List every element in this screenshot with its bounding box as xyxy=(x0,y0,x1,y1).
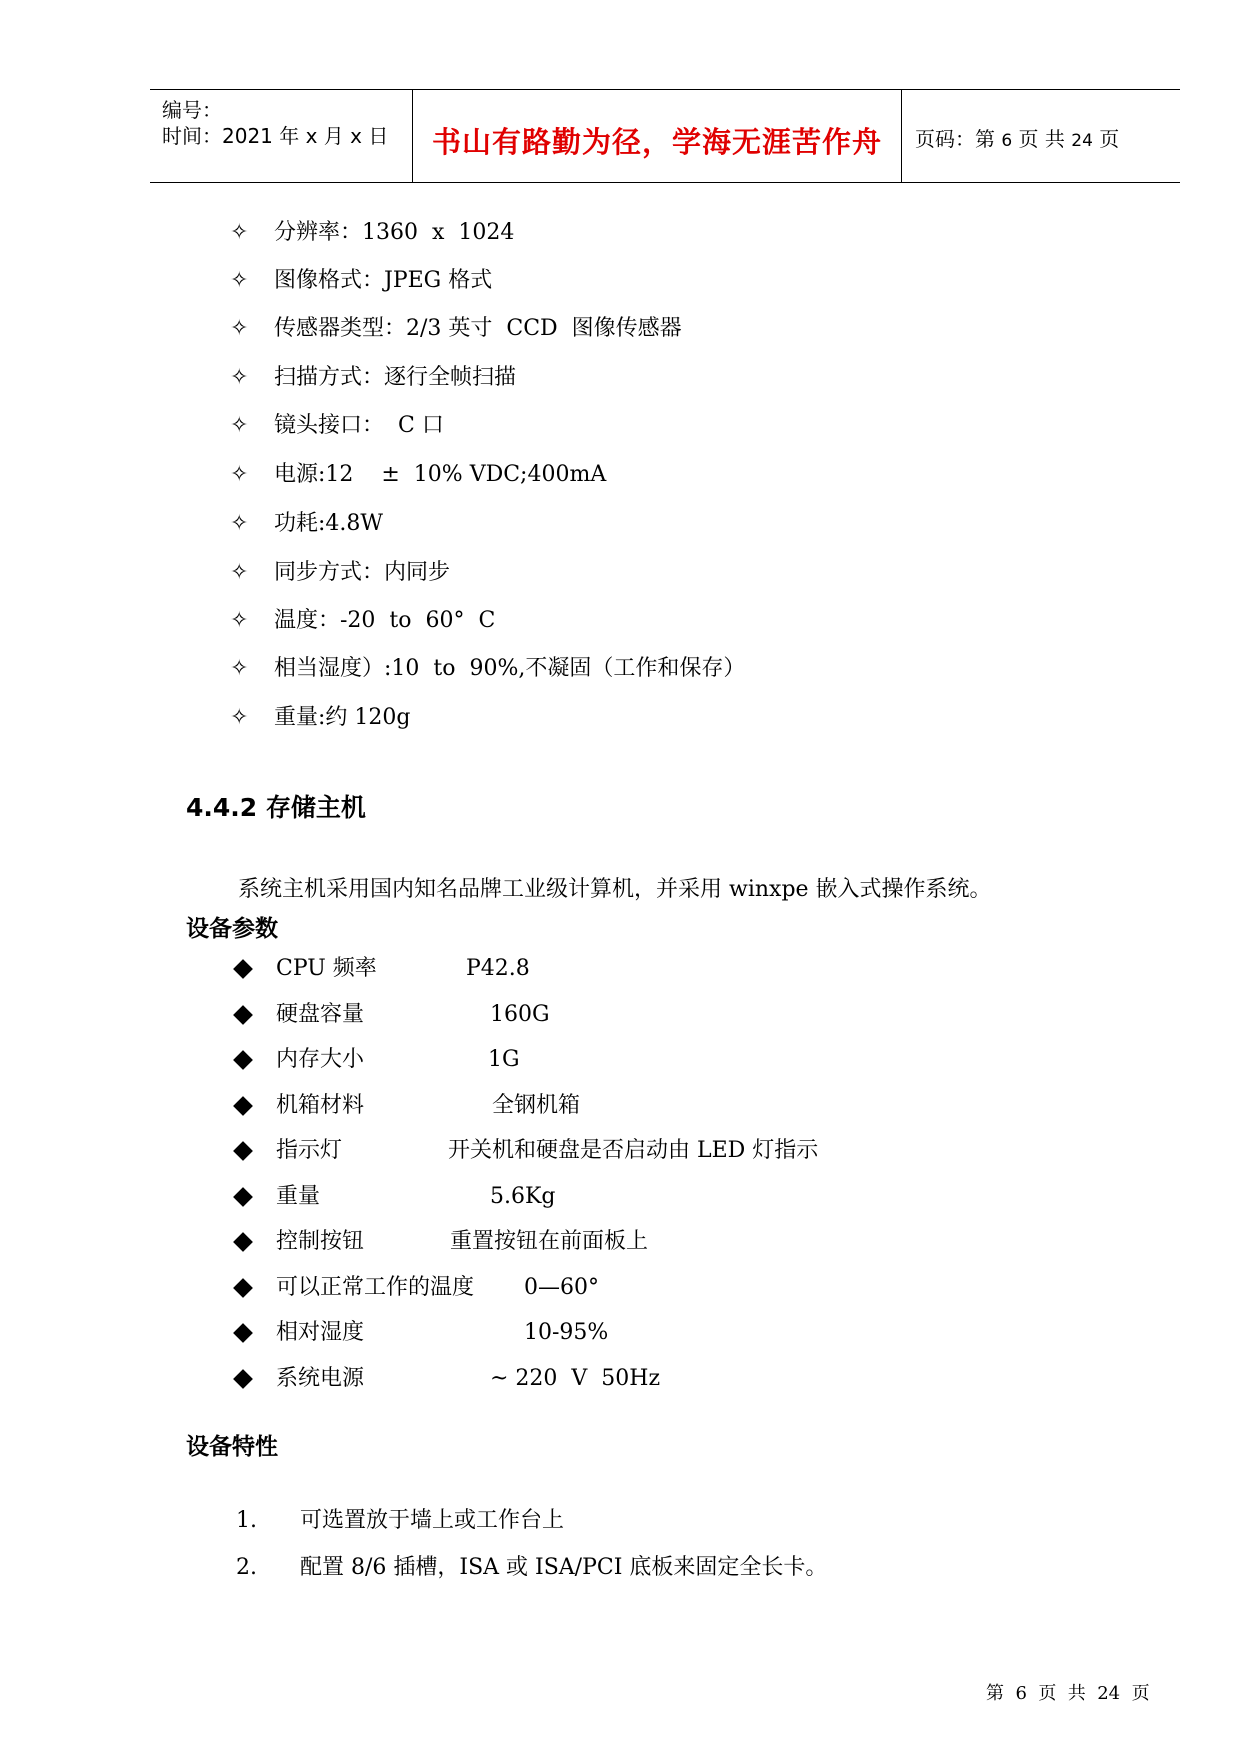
spec-item xyxy=(230,703,410,733)
param-row xyxy=(232,1045,932,1075)
sparkle-bullet-icon: ✧ xyxy=(230,511,249,536)
params-title: 设备参数 xyxy=(186,916,278,942)
page-label-middle: 页 共 xyxy=(1018,127,1065,151)
spec-text: 传感器类型：2/3 英寸 CCD 图像传感器 xyxy=(274,316,682,341)
sparkle-bullet-icon: ✧ xyxy=(230,560,249,585)
spec-text: 重量:约 120g xyxy=(274,705,411,730)
param-label: 控制按钮 xyxy=(276,1229,365,1254)
param-value: 0—60° xyxy=(524,1275,599,1300)
diamond-bullet-icon xyxy=(233,1278,253,1298)
sparkle-bullet-icon: ✧ xyxy=(230,316,249,341)
page-label-suffix: 页 xyxy=(1099,127,1120,151)
param-value: 160G xyxy=(490,1002,550,1027)
param-row xyxy=(232,1227,932,1257)
page-header xyxy=(150,89,1180,183)
sparkle-bullet-icon: ✧ xyxy=(230,220,249,245)
spec-text: 温度：-20 to 60° C xyxy=(274,608,496,633)
param-label: CPU 频率 xyxy=(276,956,377,981)
param-label: 指示灯 xyxy=(276,1138,343,1163)
spec-text: 图像格式：JPEG 格式 xyxy=(274,268,493,293)
spec-item xyxy=(230,266,492,296)
section-heading: 4.4.2 存储主机 xyxy=(186,793,366,822)
param-row xyxy=(232,1136,932,1166)
page-total: 24 xyxy=(1071,131,1093,151)
param-row xyxy=(232,1273,932,1303)
feature-text: 配置 8/6 插槽，ISA 或 ISA/PCI 底板来固定全长卡。 xyxy=(300,1555,828,1580)
param-value: ~ 220 V 50Hz xyxy=(490,1366,661,1391)
param-value: P42.8 xyxy=(466,956,530,981)
param-label: 相对湿度 xyxy=(276,1320,365,1345)
spec-item xyxy=(230,509,383,539)
param-label: 重量 xyxy=(276,1184,321,1209)
param-label: 机箱材料 xyxy=(276,1093,365,1118)
diamond-bullet-icon xyxy=(233,959,253,979)
sparkle-bullet-icon: ✧ xyxy=(230,462,249,487)
page-label-prefix: 页码：第 xyxy=(915,127,995,151)
spec-item xyxy=(230,606,495,636)
spec-text: 功耗:4.8W xyxy=(274,511,384,536)
section-intro: 系统主机采用国内知名品牌工业级计算机，并采用 winxpe 嵌入式操作系统。 xyxy=(238,877,992,902)
page-number: 6 xyxy=(1001,131,1013,151)
diamond-bullet-icon xyxy=(233,1005,253,1025)
spec-text: 分辨率：1360 x 1024 xyxy=(274,220,515,245)
param-value: 开关机和硬盘是否启动由 LED 灯指示 xyxy=(448,1138,819,1163)
sparkle-bullet-icon: ✧ xyxy=(230,413,249,438)
param-row xyxy=(232,1000,932,1030)
time-label: 时间：2021 年 x 月 x 日 xyxy=(162,124,389,148)
diamond-bullet-icon xyxy=(233,1187,253,1207)
spec-text: 电源:12 ± 10% VDC;400mA xyxy=(274,462,607,487)
spec-text: 镜头接口： C 口 xyxy=(274,413,444,438)
sparkle-bullet-icon: ✧ xyxy=(230,365,249,390)
page-footer: 第 6 页 共 24 页 xyxy=(986,1683,1150,1704)
diamond-bullet-icon xyxy=(233,1096,253,1116)
diamond-bullet-icon xyxy=(233,1050,253,1070)
param-label: 内存大小 xyxy=(276,1047,365,1072)
header-motto-cell xyxy=(412,90,902,182)
page-number-label xyxy=(915,123,1119,152)
feature-item xyxy=(236,1503,564,1534)
param-row xyxy=(232,1364,932,1394)
spec-item xyxy=(230,558,450,588)
param-row xyxy=(232,1318,932,1348)
sparkle-bullet-icon: ✧ xyxy=(230,268,249,293)
serial-label: 编号： xyxy=(162,98,222,122)
diamond-bullet-icon xyxy=(233,1141,253,1161)
spec-item xyxy=(230,654,745,684)
spec-item xyxy=(230,411,444,441)
sparkle-bullet-icon: ✧ xyxy=(230,608,249,633)
sparkle-bullet-icon: ✧ xyxy=(230,656,249,681)
param-label: 系统电源 xyxy=(276,1366,365,1391)
spec-item xyxy=(230,363,516,393)
spec-item xyxy=(230,314,682,344)
param-value: 重置按钮在前面板上 xyxy=(450,1229,649,1254)
spec-item xyxy=(230,218,514,248)
header-meta-cell xyxy=(150,90,412,182)
param-row xyxy=(232,1182,932,1212)
feature-number: 2. xyxy=(236,1555,257,1580)
spec-text: 相当湿度）:10 to 90%,不凝固（工作和保存） xyxy=(274,656,746,681)
spec-text: 同步方式：内同步 xyxy=(274,560,451,585)
sparkle-bullet-icon: ✧ xyxy=(230,705,249,730)
spec-text: 扫描方式：逐行全帧扫描 xyxy=(274,365,517,390)
diamond-bullet-icon xyxy=(233,1323,253,1343)
param-label: 可以正常工作的温度 xyxy=(276,1275,475,1300)
features-title: 设备特性 xyxy=(186,1434,278,1460)
header-page-cell xyxy=(901,90,1180,182)
feature-item xyxy=(236,1550,827,1581)
feature-number: 1. xyxy=(236,1508,257,1533)
motto: 书山有路勤为径，学海无涯苦作舟 xyxy=(431,125,882,159)
param-value: 1G xyxy=(488,1047,520,1072)
param-row xyxy=(232,954,932,984)
diamond-bullet-icon xyxy=(233,1369,253,1389)
diamond-bullet-icon xyxy=(233,1232,253,1252)
param-value: 全钢机箱 xyxy=(492,1093,581,1118)
param-label: 硬盘容量 xyxy=(276,1002,365,1027)
param-value: 5.6Kg xyxy=(490,1184,556,1209)
feature-text: 可选置放于墙上或工作台上 xyxy=(300,1508,565,1533)
param-value: 10-95% xyxy=(524,1320,609,1345)
spec-item xyxy=(230,460,606,490)
param-row xyxy=(232,1091,932,1121)
